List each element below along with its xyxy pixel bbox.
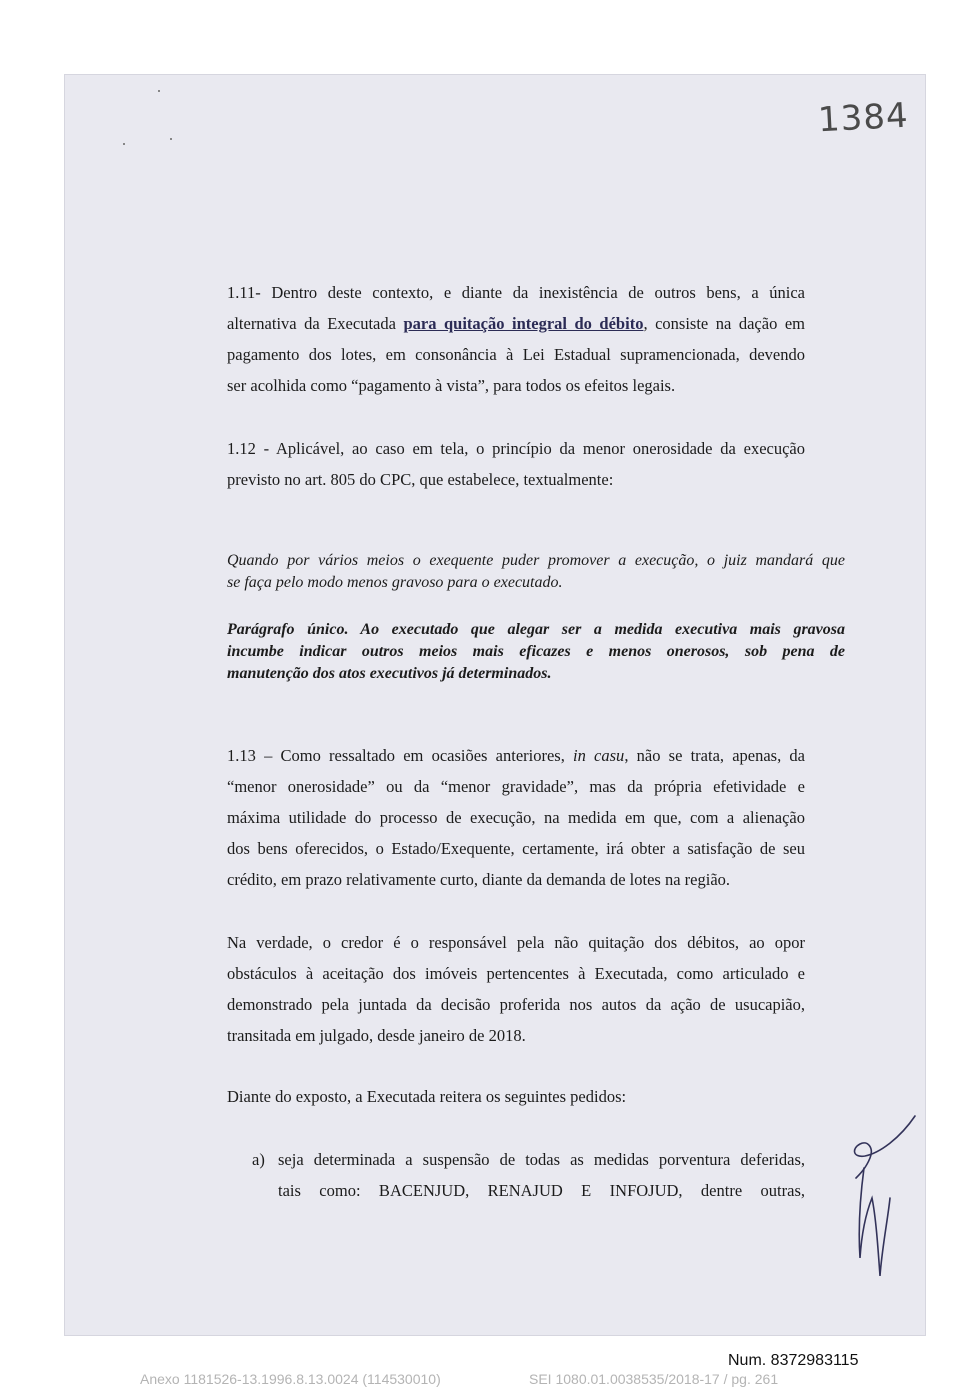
text-line: manutenção dos atos executivos já determinados. — [227, 665, 552, 682]
text-line — [227, 308, 805, 339]
text-line: máxima utilidade do processo de execução, na medida em que, com a alienação — [227, 808, 805, 827]
text-line: seja determinada a suspensão de todas as medidas porventura deferidas, — [278, 1150, 805, 1169]
document-number: Num. 8372983115 — [728, 1352, 859, 1369]
text-line: 1.11- Dentro deste contexto, e diante da inexistência de outros bens, a única — [227, 283, 805, 302]
text-line: obstáculos à aceitação dos imóveis pertencentes à Executada, como articulado e — [227, 964, 805, 983]
text-line: demonstrado pela juntada da decisão proferida nos autos da ação de usucapião, — [227, 995, 805, 1014]
signature-initials — [830, 1108, 920, 1288]
scan-speck — [123, 143, 125, 145]
text-line: se faça pelo modo menos gravoso para o executado. — [227, 574, 563, 591]
handwritten-page-number: 1384 — [817, 95, 910, 141]
paragraph-1-12 — [227, 433, 805, 495]
text-run: , não se trata, apenas, da — [624, 746, 805, 765]
text-line: Quando por vários meios o exequente puder promover a execução, o juiz mandará que — [227, 552, 845, 569]
sei-reference: SEI 1080.01.0038535/2018-17 / pg. 261 — [529, 1371, 779, 1387]
text-line: pagamento dos lotes, em consonância à Lei Estadual supramencionada, devendo — [227, 345, 805, 364]
text-line: transitada em julgado, desde janeiro de 2018. — [227, 1026, 526, 1045]
paragraph-diante — [227, 1081, 805, 1112]
text-run: alternativa da Executada — [227, 314, 404, 333]
emphasis-underlined: para quitação integral do débito — [403, 314, 644, 333]
text-line: ser acolhida como “pagamento à vista”, para todos os efeitos legais. — [227, 376, 676, 395]
quote-art-805 — [227, 550, 845, 594]
text-line: Na verdade, o credor é o responsável pela não quitação dos débitos, ao opor — [227, 933, 805, 952]
scan-speck — [158, 90, 160, 92]
text-line: previsto no art. 805 do CPC, que estabelece, textualmente: — [227, 470, 614, 489]
text-line: incumbe indicar outros meios mais eficazes e menos onerosos, sob pena de — [227, 643, 845, 660]
item-text — [278, 1144, 805, 1206]
text-line: Parágrafo único. Ao executado que alegar ser a medida executiva mais gravosa — [227, 621, 845, 638]
request-item-a — [252, 1144, 805, 1206]
paragraph-1-13 — [227, 740, 805, 895]
italic-term: in casu — [573, 746, 625, 765]
text-line: tais como: BACENJUD, RENAJUD E INFOJUD, dentre outras, — [278, 1181, 805, 1200]
paragraph-na-verdade — [227, 927, 805, 1051]
text-line: Diante do exposto, a Executada reitera os seguintes pedidos: — [227, 1087, 627, 1106]
annex-reference: Anexo 1181526-13.1996.8.13.0024 (114530010) — [140, 1371, 441, 1387]
scan-speck — [170, 138, 172, 140]
text-line: 1.12 - Aplicável, ao caso em tela, o princípio da menor onerosidade da execução — [227, 439, 805, 458]
text-line: “menor onerosidade” ou da “menor gravidade”, mas da própria efetividade e — [227, 777, 805, 796]
paragraph-1-11 — [227, 277, 805, 401]
text-run: , consiste na dação em — [643, 314, 805, 333]
text-line: dos bens oferecidos, o Estado/Exequente, certamente, irá obter a satisfação de seu — [227, 839, 805, 858]
text-run: 1.13 – Como ressaltado em ocasiões anteriores, — [227, 746, 574, 765]
quote-paragrafo-unico — [227, 619, 845, 685]
item-label: a) — [252, 1150, 265, 1169]
text-line — [227, 740, 805, 771]
text-line: crédito, em prazo relativamente curto, diante da demanda de lotes na região. — [227, 870, 731, 889]
